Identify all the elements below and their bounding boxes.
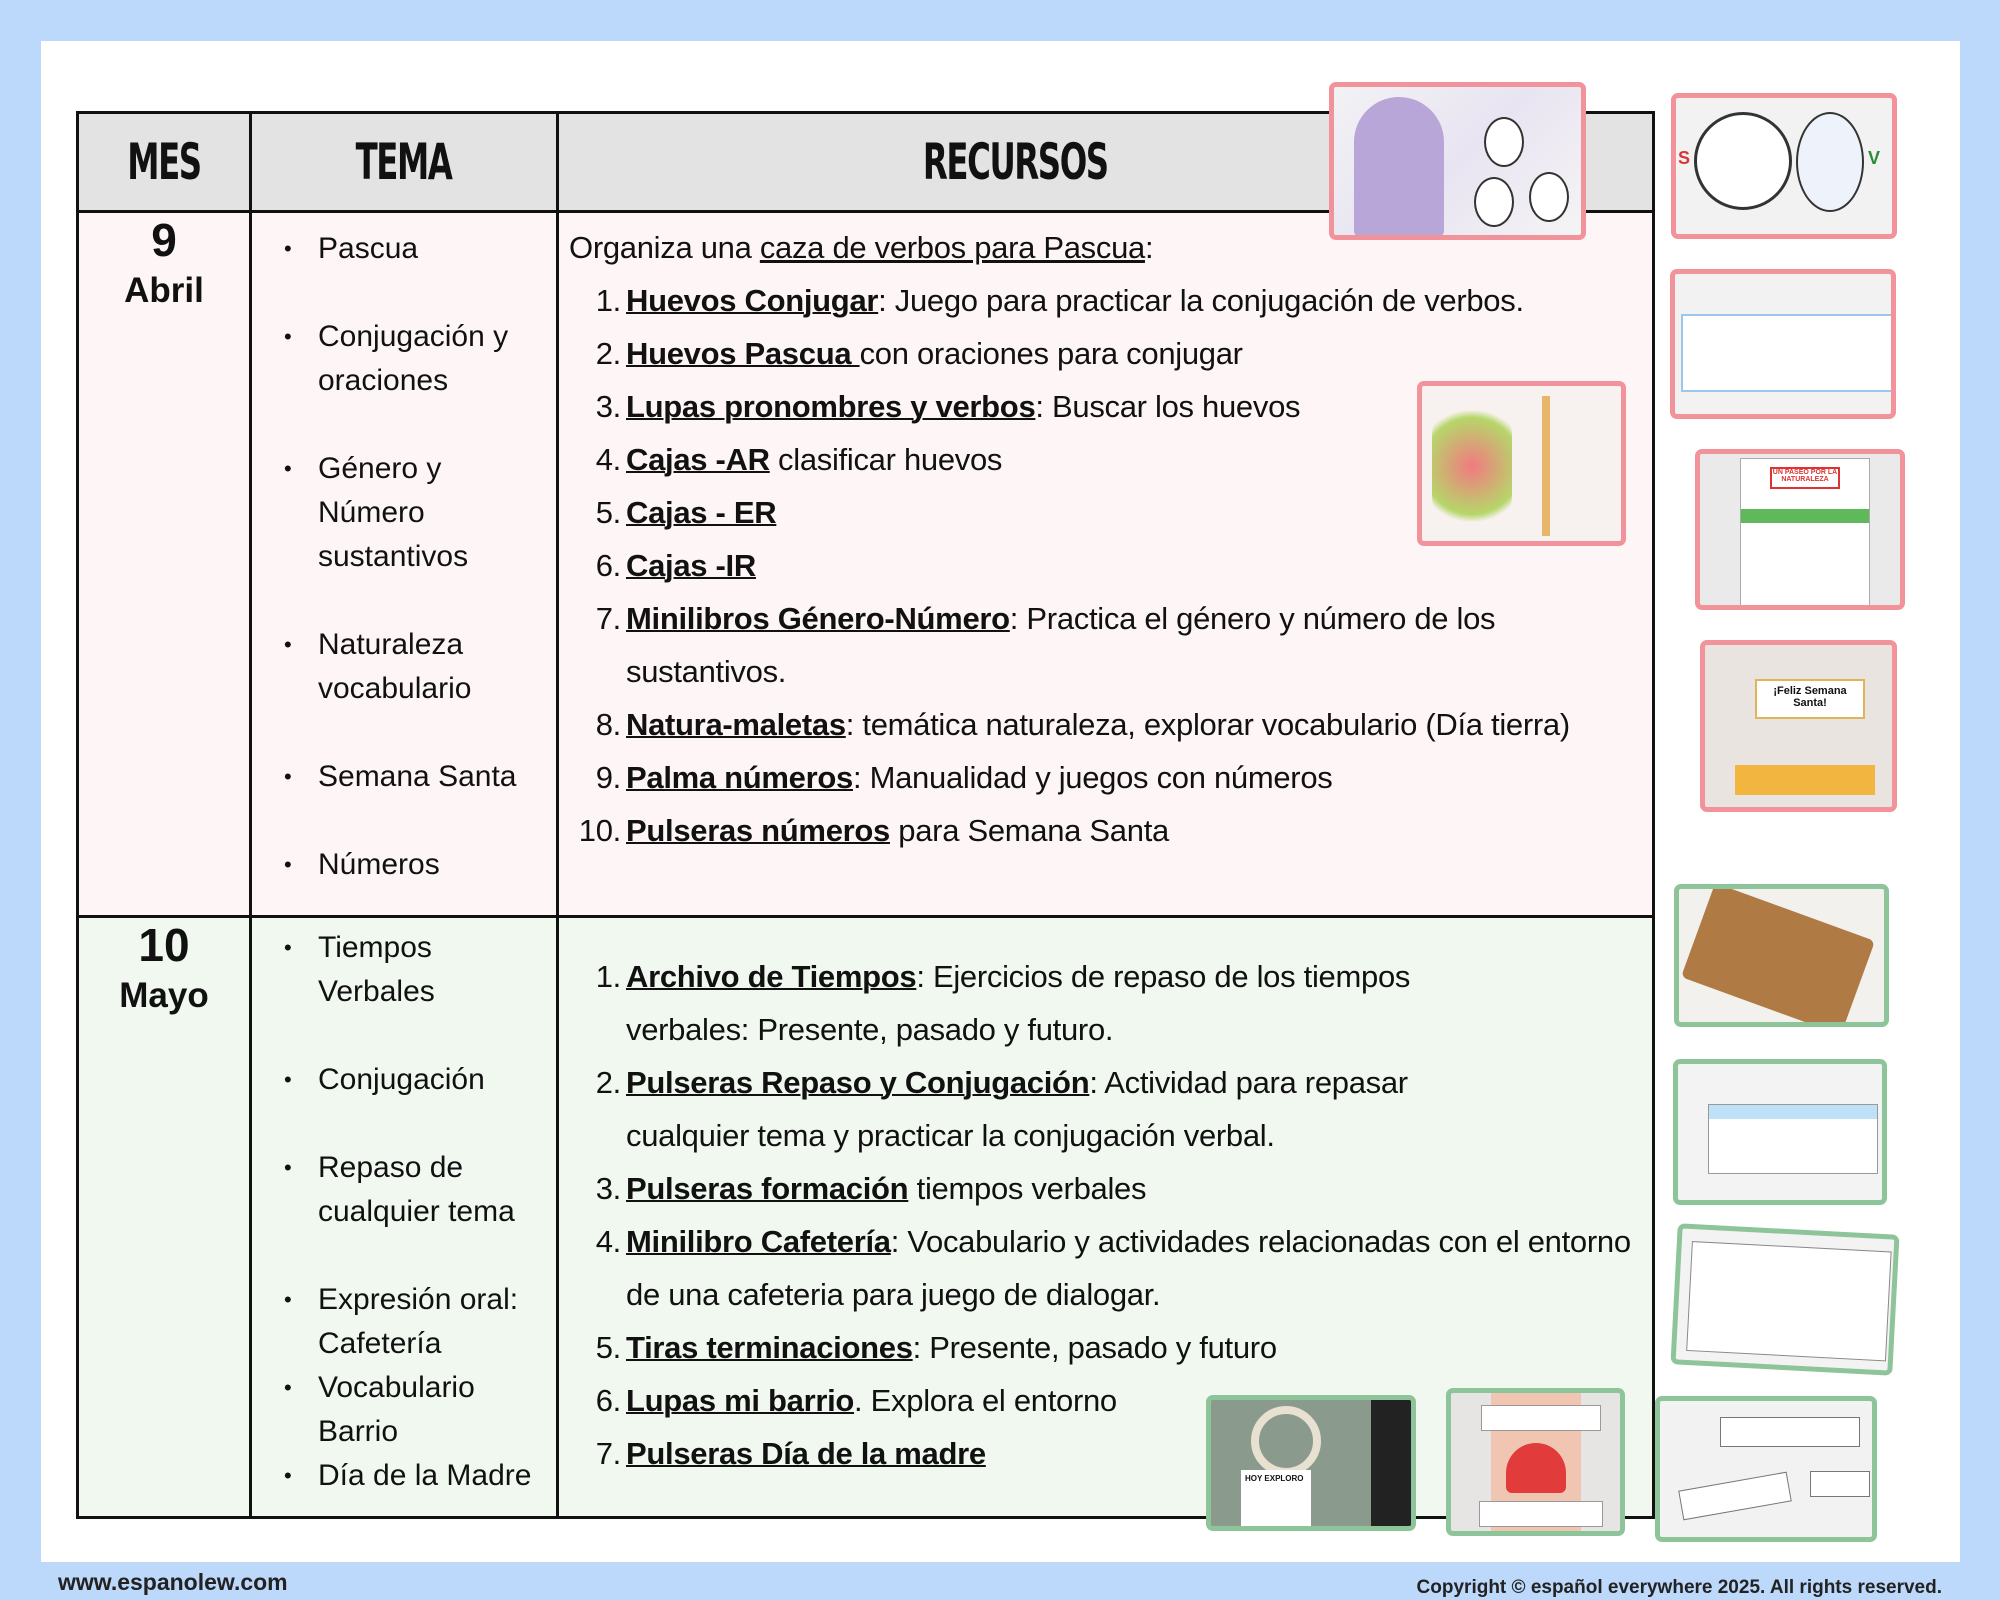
thumbnail-semana-santa[interactable] — [1700, 640, 1897, 812]
strip-graphic — [1678, 1472, 1792, 1521]
tema-cell — [251, 212, 558, 917]
resource-item: 9. Palma números: Manualidad y juegos con números — [595, 760, 1333, 795]
egg-graphic — [1354, 97, 1444, 237]
strip-graphic — [1720, 1417, 1860, 1447]
tema-item: • Día de la Madre — [282, 1454, 556, 1498]
copyright-text: Copyright © español everywhere 2025. All rights reserved. — [1416, 1577, 1942, 1598]
tema-item: • Vocabulario Barrio — [282, 1366, 556, 1454]
egg-graphic — [1484, 117, 1524, 167]
tema-list — [252, 918, 556, 1498]
month-name: Mayo — [119, 976, 209, 1016]
resource-link[interactable]: Lupas mi barrio — [626, 1383, 855, 1418]
bracelet-graphic — [1735, 765, 1875, 795]
lesson-plan-table — [76, 111, 1655, 1519]
resource-item: 8. Natura-maletas: temática naturaleza, explorar vocabulario (Día tierra) — [595, 707, 1570, 742]
thumbnail-archivo-tiempos[interactable] — [1674, 884, 1889, 1027]
resource-item: 1. Archivo de Tiempos: Ejercicios de repaso de los tiempos verbales: Presente, pasado y futuro. — [595, 959, 1411, 1047]
mes-cell — [78, 212, 251, 917]
resource-item: 4. Minilibro Cafetería: Vocabulario y actividades relacionadas con el entorno de una cafeteria para juego de dialogar. — [595, 1224, 1631, 1312]
bracelet-label: ¡Feliz Semana Santa! — [1755, 679, 1865, 719]
tema-item: • Conjugación y oraciones — [282, 315, 556, 403]
minibook-graphic — [1686, 1241, 1891, 1361]
thumbnail-camaleon[interactable] — [1670, 269, 1896, 419]
tema-item: • Naturaleza vocabulario — [282, 623, 556, 711]
resource-item: 4. Cajas -AR clasificar huevos — [595, 442, 1003, 477]
thumbnail-tiras-terminaciones[interactable] — [1655, 1396, 1877, 1542]
resource-item: 7. Minilibros Género-Número: Practica el género y número de los sustantivos. — [595, 601, 1496, 689]
resource-item: 2. Huevos Pascua con oraciones para conjugar — [595, 336, 1243, 371]
resource-link[interactable]: Pulseras Día de la madre — [626, 1436, 986, 1471]
resource-link[interactable]: Pulseras formación — [626, 1171, 909, 1206]
resource-link[interactable]: Huevos Conjugar — [626, 283, 879, 318]
resource-link[interactable]: Cajas -IR — [626, 548, 756, 583]
tema-list — [252, 213, 556, 887]
palm-graphic — [1432, 396, 1512, 536]
tema-cell — [251, 917, 558, 1518]
resource-item: 7. Pulseras Día de la madre — [595, 1436, 986, 1471]
worksheet-title: UN PASEO POR LA NATURALEZA — [1770, 467, 1840, 489]
resource-item: 5. Tiras terminaciones: Presente, pasado y futuro — [595, 1330, 1277, 1365]
tema-item: • Expresión oral: Cafetería — [282, 1278, 556, 1366]
thumbnail-naturaleza[interactable] — [1695, 449, 1905, 610]
egg-graphic — [1474, 177, 1514, 227]
thumbnail-pulseras-repaso[interactable] — [1673, 1059, 1887, 1205]
grass-graphic — [1741, 509, 1869, 523]
recursos-cell — [558, 212, 1654, 917]
caza-de-verbos-link[interactable]: caza de verbos para Pascua — [759, 230, 1145, 265]
magnifier-graphic — [1251, 1406, 1321, 1476]
header-mes: MES — [78, 113, 251, 212]
tema-item: • Números — [282, 843, 556, 887]
thumbnail-huevos-pascua[interactable] — [1329, 82, 1586, 240]
minibook-graphic — [1681, 314, 1893, 392]
resource-item: 2. Pulseras Repaso y Conjugación: Actividad para repasar cualquier tema y practicar la conjugación verbal. — [595, 1065, 1408, 1153]
tema-item: • Pascua — [282, 227, 556, 271]
month-number: 9 — [151, 214, 177, 266]
resource-link[interactable]: Tiras terminaciones — [626, 1330, 913, 1365]
wheel-graphic — [1694, 112, 1792, 210]
thumbnail-dia-madre[interactable] — [1446, 1388, 1625, 1536]
thumbnail-lupas-barrio[interactable] — [1206, 1395, 1416, 1531]
oval-graphic — [1796, 112, 1864, 212]
header-tema: TEMA — [251, 113, 558, 212]
resource-list — [569, 274, 1642, 857]
strip-graphic — [1708, 1104, 1878, 1174]
month-name: Abril — [124, 271, 204, 311]
thumbnail-lupa-sujeto-verbo[interactable] — [1671, 93, 1897, 239]
resource-link[interactable]: Archivo de Tiempos — [626, 959, 917, 994]
thumbnail-minilibro-cafeteria[interactable] — [1670, 1223, 1899, 1375]
car-frame-graphic — [1371, 1400, 1411, 1531]
resource-link[interactable]: Natura-maletas — [626, 707, 846, 742]
resource-link[interactable]: Palma números — [626, 760, 853, 795]
resource-link[interactable]: Pulseras números — [626, 813, 890, 848]
resource-link[interactable]: Cajas -AR — [626, 442, 770, 477]
resource-item: 3. Lupas pronombres y verbos: Buscar los huevos — [595, 389, 1301, 424]
tema-item: • Género y Número sustantivos — [282, 447, 556, 579]
explore-card: HOY EXPLORO — [1241, 1470, 1311, 1530]
strip-header — [1709, 1105, 1877, 1119]
resource-item: 10. Pulseras números para Semana Santa — [578, 813, 1169, 848]
resource-item: 1. Huevos Conjugar: Juego para practicar la conjugación de verbos. — [595, 283, 1524, 318]
table-row-mayo — [78, 917, 1654, 1518]
tema-item: • Semana Santa — [282, 755, 556, 799]
table-row-abril — [78, 212, 1654, 917]
palm-stem-graphic — [1542, 396, 1550, 536]
resource-link[interactable]: Cajas - ER — [626, 495, 777, 530]
tema-item: • Conjugación — [282, 1058, 556, 1102]
tema-item: • Tiempos Verbales — [282, 926, 556, 1014]
folder-graphic — [1681, 884, 1875, 1027]
header-recursos: RECURSOS — [558, 113, 1654, 212]
resource-item: 6. Cajas -IR — [595, 548, 756, 583]
worksheet-graphic — [1740, 458, 1870, 608]
strip-graphic — [1810, 1471, 1870, 1497]
bracelet-graphic — [1481, 1405, 1601, 1431]
resource-item: 6. Lupas mi barrio. Explora el entorno — [595, 1383, 1117, 1418]
bracelet-graphic — [1479, 1501, 1603, 1527]
s-icon: S — [1678, 148, 1691, 168]
tema-item: • Repaso de cualquier tema — [282, 1146, 556, 1234]
recursos-intro: Organiza una caza de verbos para Pascua: — [569, 230, 1154, 265]
resource-link[interactable]: Minilibros Género-Número — [626, 601, 1010, 636]
website-link[interactable]: www.espanolew.com — [58, 1569, 288, 1595]
resource-link[interactable]: Lupas pronombres y verbos — [626, 389, 1036, 424]
resource-item: 5. Cajas - ER — [595, 495, 777, 530]
thumbnail-palma-numeros[interactable] — [1417, 381, 1626, 546]
resource-link[interactable]: Huevos Pascua — [626, 336, 860, 371]
resource-link[interactable]: Pulseras Repaso y Conjugación — [626, 1065, 1090, 1100]
resource-link[interactable]: Minilibro Cafetería — [626, 1224, 891, 1259]
resource-item: 3. Pulseras formación tiempos verbales — [595, 1171, 1147, 1206]
month-number: 10 — [138, 919, 190, 971]
egg-graphic — [1529, 172, 1569, 222]
v-icon: V — [1868, 148, 1881, 168]
mes-cell — [78, 917, 251, 1518]
